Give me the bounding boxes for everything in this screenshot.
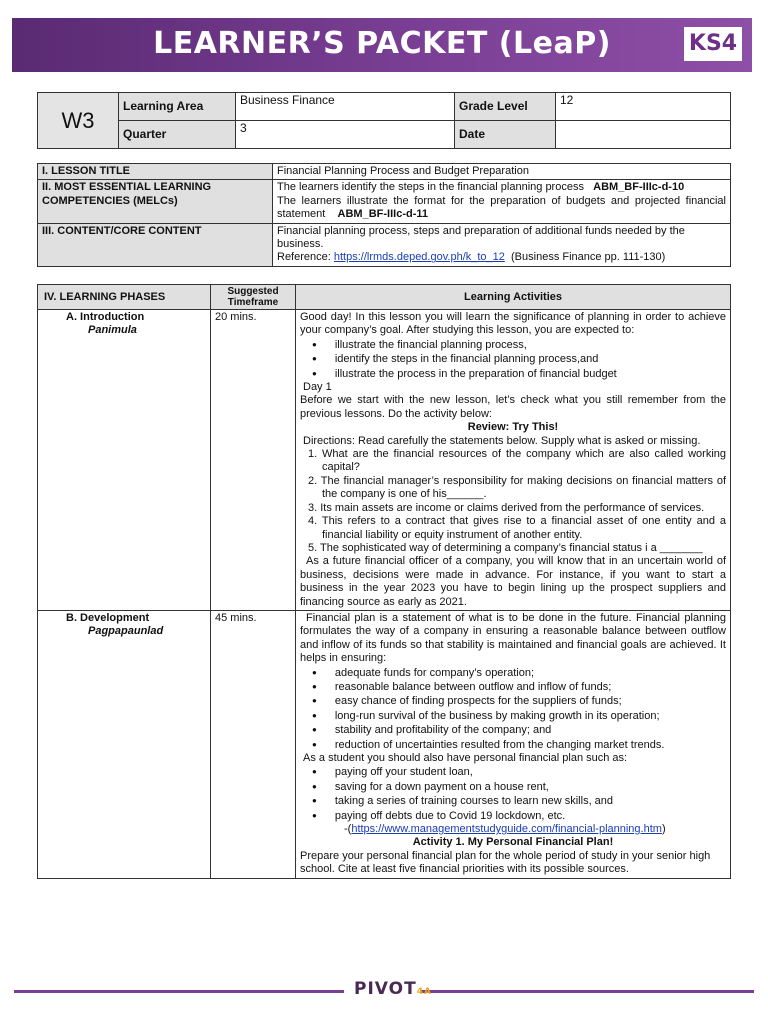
review-directions: Directions: Read carefully the statements below. Supply what is asked or missing.	[303, 434, 701, 447]
grade-level-value: 12	[556, 93, 731, 121]
melc-2	[277, 195, 726, 222]
dev-activities	[296, 610, 731, 878]
intro-time: 20 mins.	[211, 310, 296, 611]
melc-2-text: The learners illustrate the format for the preparation of budgets and projected financial statement	[277, 194, 726, 221]
dev-time: 45 mins.	[211, 610, 296, 878]
list-item: ● identify the steps in the financial planning process,and	[338, 352, 726, 366]
intro-paragraph-1: Good day! In this lesson you will learn the significance of planning in order to achieve your company’s goal. After studying this lesson, you are expected to:	[300, 311, 726, 337]
dev-label: B. Development	[66, 611, 150, 624]
review-title: Review: Try This!	[467, 421, 559, 434]
logo-part-b: OT	[388, 979, 417, 999]
melc-1-code: ABM_BF-IIIc-d-10	[593, 181, 685, 194]
list-item: ● reduction of uncertainties resulted from the changing market trends.	[338, 738, 726, 752]
learning-area-label: Learning Area	[119, 93, 236, 121]
review-questions	[300, 448, 726, 555]
list-item: 4. This refers to a contract that gives rise to a financial asset of one entity and a financial liability or equity instrument of another entity.	[308, 515, 726, 541]
dev-sublabel: Pagpapaunlad	[88, 625, 164, 638]
date-label: Date	[455, 121, 556, 149]
intro-label: A. Introduction	[66, 311, 145, 323]
content-label: III. CONTENT/CORE CONTENT	[38, 223, 273, 266]
lesson-title-label: I. LESSON TITLE	[38, 164, 273, 180]
banner-title: LEARNER’S PACKET (LeaP)	[153, 26, 611, 61]
list-item: ● illustrate the financial planning process,	[338, 338, 726, 352]
melc-label-text: II. MOST ESSENTIAL LEARNING COMPETENCIES (MELCs)	[42, 181, 212, 207]
date-value	[556, 121, 731, 149]
list-item: 2. The financial manager’s responsibility for making decisions on financial matters of the company is one of his______.	[308, 474, 726, 501]
header-table	[37, 92, 731, 149]
melc-value	[273, 180, 731, 223]
day-label: Day 1	[303, 381, 332, 394]
list-item: 3. Its main assets are income or claims derived from the performance of services.	[308, 501, 705, 514]
dev-bullets	[300, 666, 726, 752]
intro-phase	[38, 310, 211, 611]
content-text: Financial planning process, steps and preparation of additional funds needed by the business.	[277, 224, 685, 251]
list-item: ● paying off your student loan,	[338, 765, 726, 779]
learning-phases-table	[37, 284, 731, 879]
source-link[interactable]: https://www.managementstudyguide.com/financial-planning.htm	[351, 823, 662, 836]
source-suffix: )	[661, 823, 666, 836]
quarter-value: 3	[236, 121, 455, 149]
footer-line-left	[14, 990, 344, 993]
reference-link[interactable]: https://lrmds.deped.gov.ph/k_to_12	[333, 251, 505, 264]
intro-activities	[296, 310, 731, 611]
col-phase-header: IV. LEARNING PHASES	[38, 285, 211, 310]
page-banner	[12, 18, 752, 72]
content-value	[273, 223, 731, 266]
quarter-label: Quarter	[119, 121, 236, 149]
list-item: ● paying off debts due to Covid 19 lockdown, etc.	[338, 809, 726, 823]
dev-paragraph-3: Prepare your personal financial plan for the whole period of study in your senior high school. Cite at least five financial priorities with its possible sources.	[300, 849, 711, 876]
list-item: ● adequate funds for company’s operation;	[338, 666, 726, 680]
reference-note: (Business Finance pp. 111-130)	[511, 251, 666, 264]
grade-level-label: Grade Level	[455, 93, 556, 121]
lesson-title-value: Financial Planning Process and Budget Preparation	[273, 164, 731, 180]
melc-2-code: ABM_BF-IIIc-d-11	[337, 208, 429, 221]
logo-part-a: PIV	[354, 979, 389, 999]
reference-label: Reference:	[277, 251, 331, 264]
list-item: ● long-run survival of the business by making growth in its operation;	[338, 709, 726, 723]
dev-paragraph-1: Financial plan is a statement of what is to be done in the future. Financial planning formulates the way of a company in ensuring a reasonable balance between outflow and inflow of its funds so that stability is maintained and financial goals are achieved. It helps in ensuring:	[300, 611, 726, 665]
list-item: ● reasonable balance between outflow and inflow of funds;	[338, 680, 726, 694]
list-item: ● saving for a down payment on a house rent,	[338, 780, 726, 794]
col-activities-header: Learning Activities	[296, 285, 731, 310]
dev-phase	[38, 610, 211, 878]
lesson-info-table	[37, 163, 731, 267]
activity-title: Activity 1. My Personal Financial Plan!	[412, 836, 614, 849]
dev-bullets-2	[300, 765, 726, 823]
table-row	[38, 610, 731, 878]
logo-part-c: 4A	[416, 987, 432, 997]
intro-bullets	[300, 338, 726, 381]
col-timeframe-header: Suggested Timeframe	[211, 285, 296, 310]
melc-label	[38, 180, 273, 223]
list-item: ● taking a series of training courses to learn new skills, and	[338, 794, 726, 808]
footer-line-right	[420, 990, 754, 993]
ks-badge: KS4	[684, 27, 742, 61]
list-item: ● illustrate the process in the preparation of financial budget	[338, 367, 726, 381]
table-row	[38, 310, 731, 611]
learning-area-value: Business Finance	[236, 93, 455, 121]
source-line	[300, 823, 726, 836]
intro-paragraph-3: As a future financial officer of a company, you will know that in an uncertain world of business, decisions were made in advance. For instance, if you want to start a business in the year 2023 you have to begin lining up the prospect suppliers and financing source as early as 2021.	[300, 555, 726, 608]
list-item: ● stability and profitability of the company; and	[338, 723, 726, 737]
list-item: 5. The sophisticated way of determining a company’s financial status i a _______	[308, 541, 703, 554]
pivot-logo	[354, 979, 432, 999]
week-label: W3	[38, 93, 119, 149]
reference-line	[277, 251, 726, 264]
intro-sublabel: Panimula	[88, 324, 137, 337]
list-item: ● easy chance of finding prospects for the suppliers of funds;	[338, 694, 726, 708]
melc-1	[277, 181, 726, 194]
melc-1-text: The learners identify the steps in the financial planning process	[277, 181, 584, 194]
list-item: 1. What are the financial resources of the company which are also called working capital?	[308, 448, 726, 474]
source-prefix: -(	[344, 823, 352, 836]
dev-paragraph-2: As a student you should also have personal financial plan such as:	[303, 752, 628, 764]
intro-paragraph-2: Before we start with the new lesson, let’s check what you still remember from the previous lessons. Do the activity below:	[300, 394, 726, 420]
